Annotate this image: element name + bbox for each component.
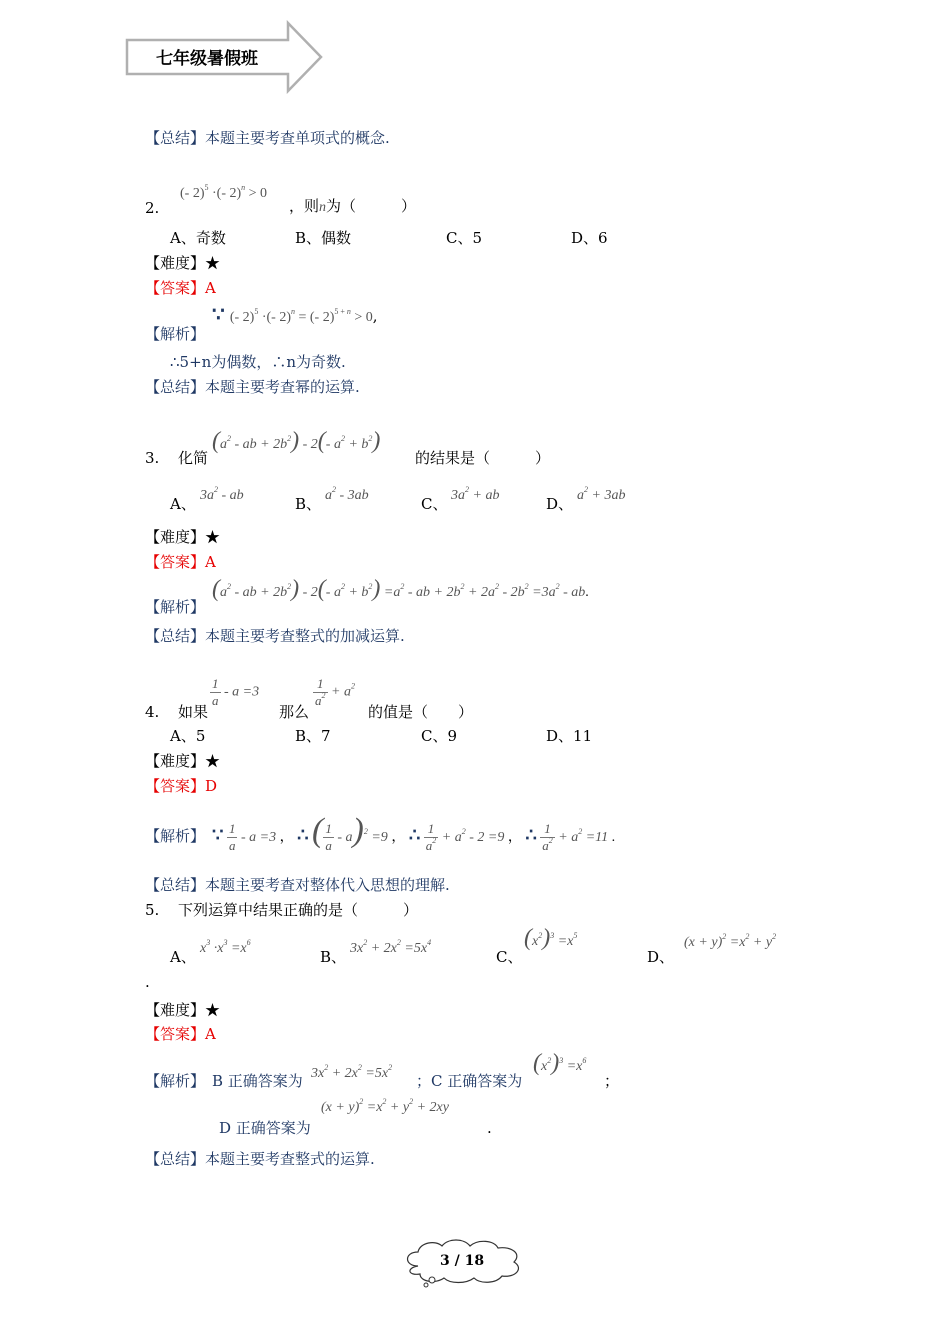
q2-number: 2. bbox=[145, 199, 160, 217]
q5-analysis-b: B 正确答案为 bbox=[212, 1072, 303, 1090]
q5-option-a-formula: $x^3 \cdot x^3 =x^6$ bbox=[200, 938, 251, 956]
q3-option-a: A、 bbox=[170, 495, 196, 513]
q5-analysis-d: D 正确答案为 bbox=[219, 1119, 311, 1137]
q3-option-d-formula: $a^2 + 3ab$ bbox=[577, 485, 626, 503]
q4-stem-prefix: 如果 bbox=[178, 703, 209, 721]
q3-difficulty: 【难度】★ bbox=[145, 528, 221, 546]
q4-stem-suffix: 的值是（ ） bbox=[368, 703, 474, 721]
q3-option-b-formula: $a^2 - 3ab$ bbox=[325, 485, 369, 503]
q4-option-d: D、11 bbox=[546, 727, 593, 745]
q2-option-b: B、偶数 bbox=[295, 229, 352, 247]
q5-option-b: B、 bbox=[320, 948, 347, 966]
q4-option-a: A、5 bbox=[170, 727, 206, 745]
q5-analysis-c-sep: ； bbox=[604, 1072, 620, 1090]
q5-trailing-dot: . bbox=[145, 973, 150, 991]
q3-number: 3. bbox=[145, 449, 160, 467]
q5-analysis-b-formula: $3x^2 + 2x^2 =5x^2$ bbox=[311, 1063, 393, 1081]
q5-option-d: D、 bbox=[647, 948, 675, 966]
q4-summary: 【总结】本题主要考查对整体代入思想的理解. bbox=[145, 876, 450, 894]
q3-analysis-label: 【解析】 bbox=[145, 598, 206, 616]
q2-answer: 【答案】A bbox=[145, 279, 216, 297]
q5-number: 5. bbox=[145, 901, 160, 919]
q3-stem-prefix: 化简 bbox=[178, 449, 209, 467]
q2-analysis-line2: ∴5+n为偶数，∴n为奇数. bbox=[170, 353, 346, 371]
q5-difficulty: 【难度】★ bbox=[145, 1001, 221, 1019]
q4-option-b: B、7 bbox=[295, 727, 331, 745]
q2-difficulty: 【难度】★ bbox=[145, 254, 221, 272]
q3-option-c-formula: $3a^2$ + ab bbox=[451, 485, 500, 503]
q2-analysis-formula: ∵ (- 2)$^5$ ·(- 2)$^n$ = (- 2)$^{5 + n}$ > 0, bbox=[212, 302, 378, 326]
q3-summary: 【总结】本题主要考查整式的加减运算. bbox=[145, 627, 405, 645]
q3-option-b: B、 bbox=[295, 495, 322, 513]
q5-option-a: A、 bbox=[170, 948, 196, 966]
q5-analysis-label: 【解析】 bbox=[145, 1072, 206, 1090]
q4-analysis-formula: ∵ $\frac{1}{a}$ - a =3 ， ∴ ( $\frac{1}{a}$ - a)$^2$ =9 ， ∴ $\frac{1}{a^2}$ + $a^2 - 2 =9$ ， ∴ $\frac{1}{a^2}$ + $a^2 =11$ . bbox=[212, 812, 616, 854]
q4-stem-formula-2: $\frac{1}{a^2}$ + $a^2$ bbox=[315, 676, 355, 708]
q4-stem-mid: 那么 bbox=[279, 703, 310, 721]
q4-analysis-label: 【解析】 bbox=[145, 827, 206, 845]
q5-answer: 【答案】A bbox=[145, 1025, 216, 1043]
q5-option-c: C、 bbox=[496, 948, 523, 966]
page-number: 3 / 18 bbox=[440, 1253, 485, 1269]
q4-stem-formula-1: $\frac{1}{a}$ - a =3 bbox=[212, 676, 260, 708]
q5-analysis-d-formula: $(x + y)^2 =x^2 + y^2 + 2xy$ bbox=[321, 1097, 449, 1115]
q3-stem-suffix: 的结果是（ ） bbox=[415, 449, 551, 467]
q5-option-c-formula: $(x^2)^3 =x^5$ bbox=[524, 925, 578, 951]
q5-stem: 下列运算中结果正确的是（ ） bbox=[178, 901, 419, 919]
q2-summary: 【总结】本题主要考查幂的运算. bbox=[145, 378, 360, 396]
q5-option-b-formula: $3x^2 + 2x^2 =5x^4$ bbox=[350, 938, 432, 956]
q5-option-d-formula: $(x + y)^2 =x^2 + y^2$ bbox=[684, 932, 777, 950]
q2-analysis-label: 【解析】 bbox=[145, 325, 206, 343]
q2-stem-text: ，则n为（ ） bbox=[289, 197, 417, 215]
q3-answer: 【答案】A bbox=[145, 553, 216, 571]
q5-analysis-c: ；C 正确答案为 bbox=[416, 1072, 523, 1090]
q4-option-c: C、9 bbox=[421, 727, 458, 745]
q3-option-d: D、 bbox=[546, 495, 574, 513]
q4-number: 4. bbox=[145, 703, 160, 721]
q5-analysis-c-formula: $(x^2)^3 =x^6$ bbox=[533, 1050, 587, 1076]
q4-answer: 【答案】D bbox=[145, 777, 218, 795]
q2-stem-formula: (- 2)$^5$ ·(- 2)$^n$ > 0 bbox=[180, 183, 268, 201]
q3-analysis-formula: ($a^2$ - ab + $2b^2) - 2(-$ $a^2 + b^2) =a^2$ - ab + $2b^2 + 2a^2 - 2b^2 =3a^2$ - ab. bbox=[212, 576, 589, 602]
q5-analysis-d-dot: . bbox=[487, 1119, 492, 1137]
q4-difficulty: 【难度】★ bbox=[145, 752, 221, 770]
q3-option-c: C、 bbox=[421, 495, 448, 513]
header-title: 七年级暑假班 bbox=[156, 49, 258, 69]
q2-option-d: D、6 bbox=[571, 229, 608, 247]
q3-stem-formula: ($a^2$ - ab + $2b^2) - 2(-$ $a^2 + b^2$) bbox=[212, 428, 381, 454]
q5-summary: 【总结】本题主要考查整式的运算. bbox=[145, 1150, 375, 1168]
q2-option-c: C、5 bbox=[446, 229, 483, 247]
q2-option-a: A、奇数 bbox=[170, 229, 226, 247]
q3-option-a-formula: $3a^2$ - ab bbox=[200, 485, 244, 503]
q1-summary: 【总结】本题主要考查单项式的概念. bbox=[145, 129, 390, 147]
